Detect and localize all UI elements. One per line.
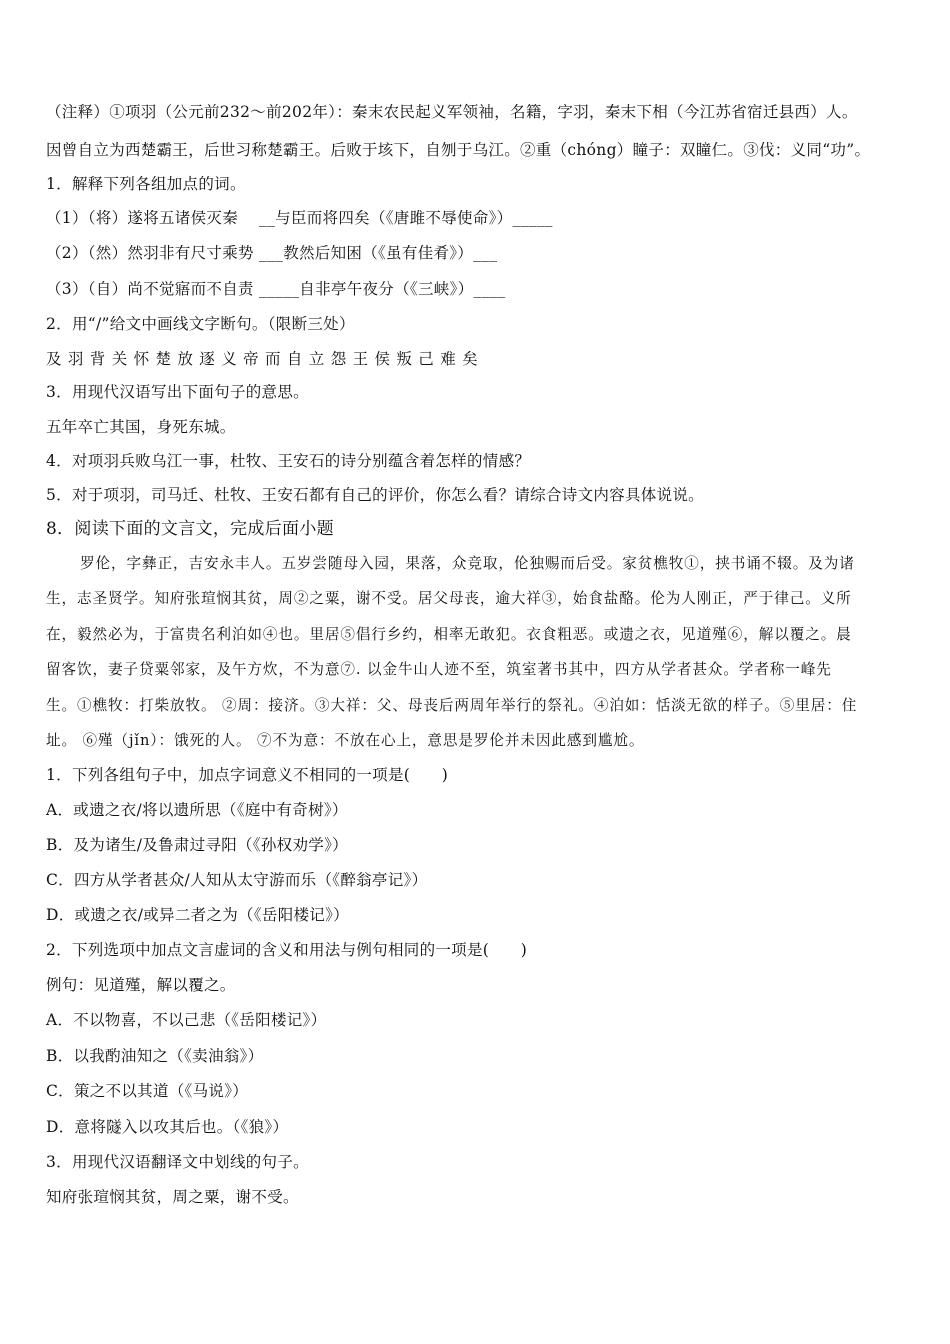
passage-notes-line-2: 址。 ⑥殣（jǐn）：饿死的人。 ⑦不为意：不放在心上，意思是罗伦并未因此感到尴尬。	[46, 732, 645, 749]
question-1-title: 1．解释下列各组加点的词。	[46, 175, 246, 193]
note-line-2: 因曾自立为西楚霸王，后世习称楚霸王。后败于垓下，自刎于乌江。②重（chóng）瞳子：双瞳仁。③伐：义同“功”。	[46, 141, 871, 159]
option-2a: A．不以物喜，不以己悲（《岳阳楼记》）	[46, 1011, 327, 1029]
translation-sentence: 知府张瑄悯其贫，周之粟，谢不受。	[46, 1188, 299, 1206]
question-3-sentence: 五年卒亡其国，身死东城。	[46, 418, 236, 436]
sub-question-1: 1．下列各组句子中，加点字词意义不相同的一项是( )	[46, 766, 449, 784]
example-sentence: 例句：见道殣，解以覆之。	[46, 976, 236, 994]
option-2c: C．策之不以其道（《马说》）	[46, 1082, 249, 1100]
passage-notes-line-1: 生。①樵牧：打柴放牧。 ②周：接济。③大祥：父、母丧后两周年举行的祭礼。④泊如：恬淡无欲的样子。⑤里居：住	[46, 697, 858, 714]
question-2-title: 2．用“/”给文中画线文字断句。（限断三处）	[46, 315, 355, 333]
option-1d: D．或遗之衣/或异二者之为（《岳阳楼记》）	[46, 906, 349, 924]
section-8-heading: 8．阅读下面的文言文，完成后面小题	[46, 519, 334, 539]
note-line-1: （注释）①项羽（公元前232～前202年）：秦末农民起义军领袖，名籍，字羽，秦末下相（今江苏省宿迁县西）人。	[46, 103, 858, 121]
question-1-item-2: （2）（然）然羽非有尺寸乘势 ___教然后知困（《虽有佳肴》）___	[46, 244, 498, 262]
passage-line-1: 罗伦，字彝正，吉安永丰人。五岁尝随母入园，果落，众竞取，伦独赐而后受。家贫樵牧①，挟书诵不辍。及为诸	[80, 555, 855, 572]
option-2b: B．以我酌油知之（《卖油翁》）	[46, 1047, 264, 1065]
question-1-item-1: （1）（将）遂将五诸侯灭秦 __与臣而将四矣（《唐雎不辱使命》）_____	[46, 209, 553, 227]
question-1-item-3: （3）（自）尚不觉寤而不自责 _____自非亭午夜分（《三峡》）____	[46, 280, 506, 298]
option-2d: D．意将隧入以攻其后也。（《狼》）	[46, 1118, 289, 1136]
question-4: 4．对项羽兵败乌江一事，杜牧、王安石的诗分别蕴含着怎样的情感？	[46, 452, 531, 470]
sub-question-3: 3．用现代汉语翻译文中划线的句子。	[46, 1153, 309, 1171]
passage-line-2: 生，志圣贤学。知府张瑄悯其贫，周②之粟，谢不受。居父母丧，逾大祥③，始食盐酪。伦为人刚正，严于律己。义所	[46, 590, 852, 607]
option-1a: A．或遗之衣/将以遗所思（《庭中有奇树》）	[46, 801, 348, 819]
punctuation-exercise-text: 及羽背关怀楚放逐义帝而自立怨王侯叛己难矣	[46, 350, 485, 368]
option-1b: B．及为诸生/及鲁肃过寻阳（《孙权劝学》）	[46, 836, 348, 854]
passage-line-3: 在，毅然必为，于富贵名利泊如④也。里居⑤倡行乡约，相率无敢犯。衣食粗恶。或遗之衣，见道殣⑥，解以覆之。晨	[46, 626, 852, 643]
option-1c: C．四方从学者甚众/人知从太守游而乐（《醉翁亭记》）	[46, 871, 428, 889]
question-3-title: 3．用现代汉语写出下面句子的意思。	[46, 383, 309, 401]
question-5: 5．对于项羽，司马迁、杜牧、王安石都有自己的评价，你怎么看？请综合诗文内容具体说说。	[46, 486, 704, 504]
passage-line-4: 留客饮，妻子贷粟邻家，及午方炊，不为意⑦. 以金牛山人迹不至，筑室著书其中，四方从学者甚众。学者称一峰先	[46, 661, 832, 678]
sub-question-2: 2．下列选项中加点文言虚词的含义和用法与例句相同的一项是( )	[46, 941, 528, 959]
